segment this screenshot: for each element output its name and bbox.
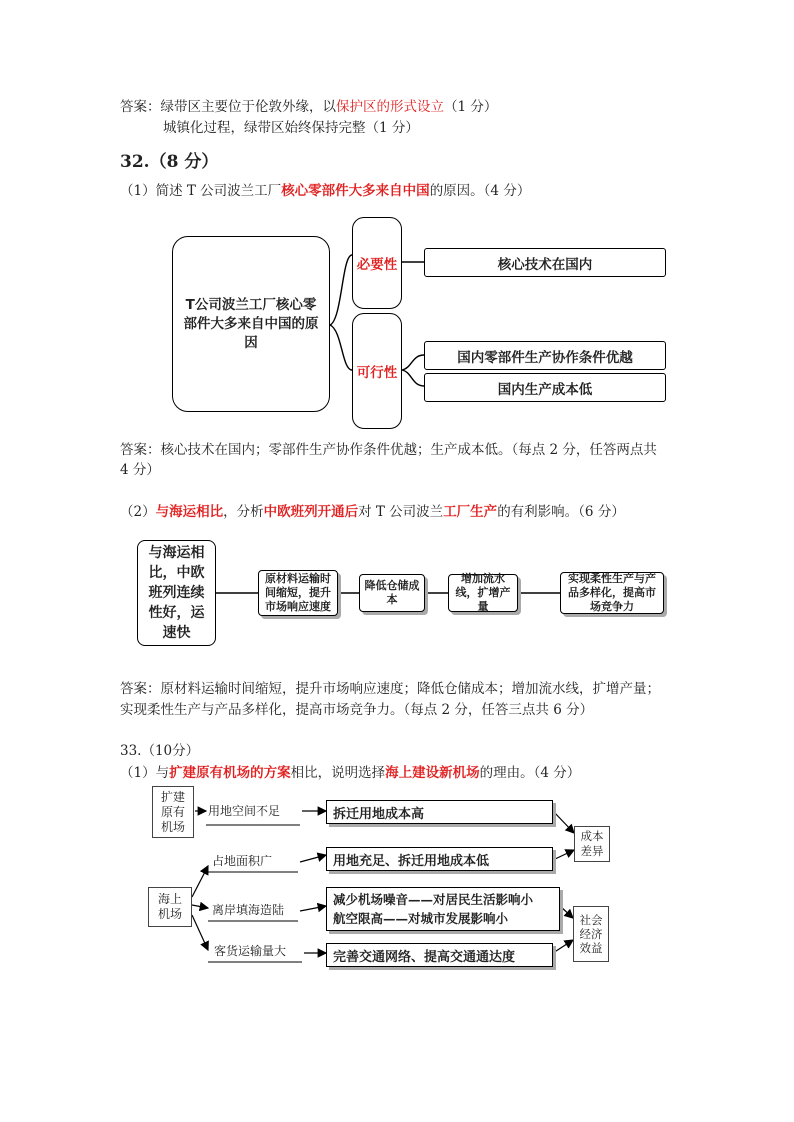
prev-answer-score: （1 分） [444,99,498,115]
q32-answer2-line1: 答案：原材料运输时间缩短，提升市场响应速度；降低仓储成本；增加流水线，扩增产量； [120,681,660,697]
prev-answer-text: 绿带区主要位于伦敦外缘，以 [160,99,336,115]
necessity-node: 必要性 [352,217,402,309]
traffic-label: 客货运输量大 [214,944,287,958]
height-limit-text: 航空限高——对城市发展影响小 [333,911,509,926]
q32-answer2-line2: 实现柔性生产与产品多样化，提高市场竞争力。（每点 2 分，任答三点共 6 分） [120,702,594,718]
q33-sub1-mid: 相比，说明选择 [290,765,386,781]
land-ok-node [326,847,553,871]
land-ok-text: 用地充足、拆迁用地成本低 [333,853,490,869]
q33-sub1-highlight1: 扩建原有机场的方案 [169,765,291,781]
q32-sub2-suffix: 的有利影响。（6 分） [497,504,625,520]
q33-sub1-prefix: （1）与 [120,765,170,781]
leaf-core-tech: 核心技术在国内 [424,248,666,277]
q33-sub1-highlight2: 海上建设新机场 [385,765,480,781]
q33-heading: 33.（10分） [120,743,200,759]
network-node: 完善交通网络、提高交通通达度 [326,943,553,967]
q32-answer1-line1: 答案：核心技术在国内；零部件生产协作条件优越；生产成本低。（每点 2 分，任答两点共 [120,442,657,458]
q32-sub1-highlight: 核心零部件大多来自中国 [281,183,430,199]
social-benefit-node: 社会经济效益 [573,906,609,962]
demolish-high-node: 拆迁用地成本高 [326,800,553,824]
offshore-label: 离岸填海造陆 [212,903,285,917]
land-short-label: 用地空间不足 [208,804,281,818]
leaf-cooperation: 国内零部件生产协作条件优越 [424,341,666,370]
q32-sub1-suffix: 的原因。（4 分） [429,183,531,199]
area-large-label: 占地面积广 [212,854,273,868]
prev-answer-highlight: 保护区的形式设立 [336,99,444,115]
q32-sub2-highlight2: 中欧班列开通后 [263,504,359,520]
q32-sub2-prefix: （2） [120,504,156,520]
step-storage-cost: 降低仓储成本 [359,574,425,612]
q32-sub2-highlight1: 与海运相比 [155,504,224,520]
q32-heading: 32.（8 分） [120,152,219,172]
expand-airport-node: 扩建原有机场 [152,786,194,838]
step-production: 增加流水线，扩增产量 [448,574,518,612]
leaf-low-cost: 国内生产成本低 [424,373,666,402]
diagram1-root: T公司波兰工厂核心零部件大多来自中国的原因 [172,236,330,412]
step-flexible: 实现柔性生产与产品多样化，提高市场竞争力 [560,572,664,614]
q32-sub2-highlight3: 工厂生产 [443,504,498,520]
q32-sub2-mid1: ，分析 [223,504,264,520]
sea-airport-node: 海上机场 [148,887,192,927]
q32-answer1-line2: 4 分） [120,462,160,478]
cost-diff-node: 成本差异 [574,826,610,862]
step-transport-time: 原材料运输时间缩短，提升市场响应速度 [258,570,338,616]
q33-sub1-suffix: 的理由。（4 分） [479,765,581,781]
prev-answer-line2: 城镇化过程，绿带区始终保持完整（1 分） [163,120,419,136]
q32-sub1-prefix: （1）简述 T 公司波兰工厂 [120,183,282,199]
q32-sub2-mid2: 对 T 公司波兰 [358,504,444,520]
noise-text: 减少机场噪音——对居民生活影响小 [333,892,534,907]
answer-label: 答案： [120,99,161,115]
feasibility-node: 可行性 [352,313,402,429]
noise-height-node [326,887,560,931]
diagram2-start: 与海运相比，中欧班列连续性好，运速快 [137,540,216,646]
